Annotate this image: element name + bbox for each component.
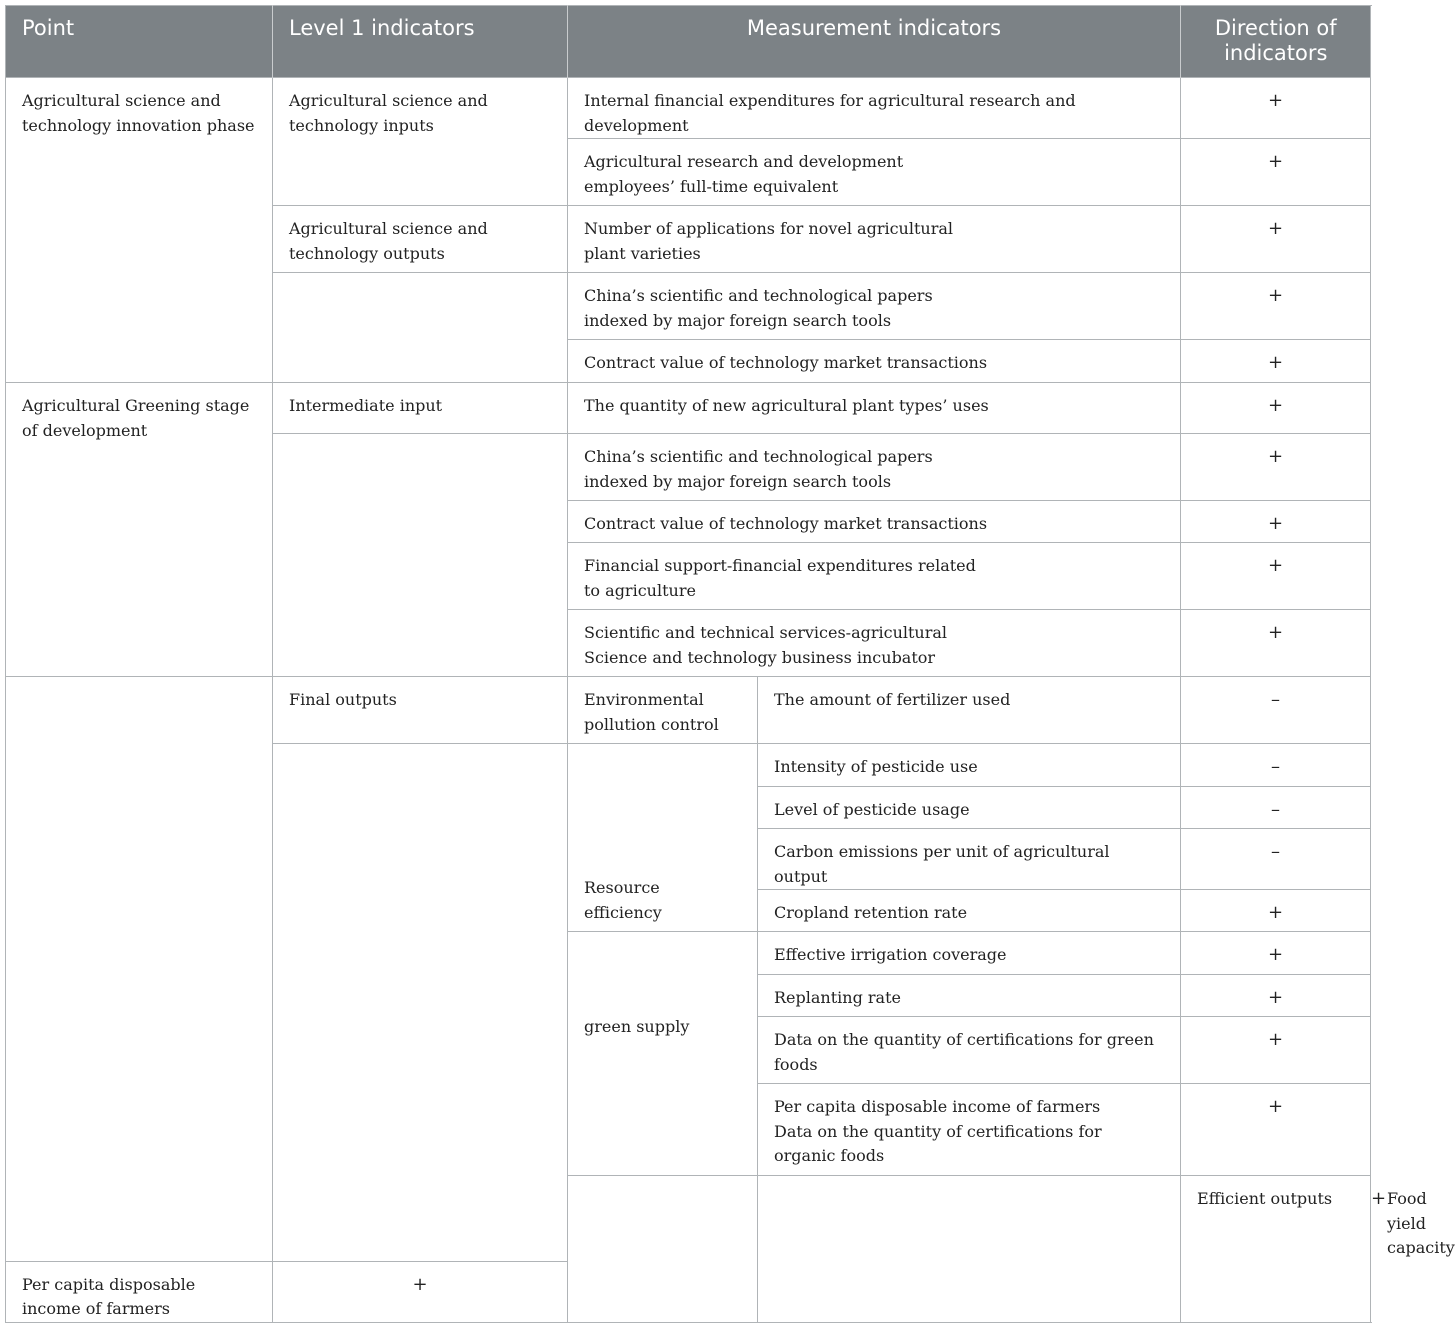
direction-cell: + [1181, 543, 1371, 610]
measure-text: Financial support-financial expenditures related to agriculture [584, 556, 976, 600]
table-row [6, 78, 1371, 139]
direction-cell: + [1181, 78, 1371, 139]
measure-cell: Per capita disposable income of farmers [6, 1261, 273, 1322]
direction-cell: + [1181, 206, 1371, 273]
measure-cell: Level of pesticide usage [758, 787, 1181, 829]
measure-cell: Carbon emissions per unit of agricultural output [758, 829, 1181, 890]
measure-cell: The amount of fertilizer used [758, 677, 1181, 744]
direction-cell: – [1181, 829, 1371, 890]
measure-cell [568, 543, 1181, 610]
level1-cell-empty [273, 434, 568, 677]
direction-cell: + [1181, 273, 1371, 340]
point-cell: Agricultural science and technology innovation phase [6, 78, 273, 383]
header-direction: Direction of indicators [1181, 6, 1371, 78]
point-cell: Agricultural Greening stage of development [6, 383, 273, 677]
measure-cell [758, 1084, 1181, 1176]
point-cell-empty [568, 1176, 758, 1323]
direction-cell: + [1181, 501, 1371, 543]
direction-cell: – [1181, 744, 1371, 787]
level1-cell: Agricultural science and technology outputs [273, 206, 568, 273]
indicator-table [5, 5, 1455, 1323]
measure-cell: Data on the quantity of certifications for green foods [758, 1017, 1181, 1084]
measure-cell [568, 139, 1181, 206]
direction-cell: + [1181, 1017, 1371, 1084]
measure-cell [568, 273, 1181, 340]
table-row: Efficient outputs Food yield capacity + [6, 1176, 1371, 1262]
direction-cell: – [1181, 787, 1371, 829]
header-point: Point [6, 6, 273, 78]
measure-text: China’s scientific and technological papers indexed by major foreign search tools [584, 286, 933, 330]
measure-text: China’s scientific and technological papers indexed by major foreign search tools [584, 447, 933, 491]
level1-cell-empty [273, 273, 568, 383]
level1-cell: Final outputs [273, 677, 568, 744]
measure-cell [568, 610, 1181, 677]
direction-cell: + [1181, 610, 1371, 677]
header-measurement: Measurement indicators [568, 6, 1181, 78]
header-row [6, 6, 1371, 78]
measure-cell: Contract value of technology market transactions [568, 501, 1181, 543]
direction-cell: + [1181, 340, 1371, 383]
subcategory-text: green supply [584, 1017, 690, 1037]
measure-text: Agricultural research and development employees’ full-time equivalent [584, 152, 904, 196]
measure-text: Number of applications for novel agricultural plant varieties [584, 219, 954, 263]
subcategory-cell [568, 932, 758, 1176]
measure-cell: Cropland retention rate [758, 890, 1181, 932]
direction-cell: + [1181, 890, 1371, 932]
measure-cell [568, 434, 1181, 501]
direction-cell: + [1181, 434, 1371, 501]
direction-cell: + [1181, 975, 1371, 1017]
measure-cell: Contract value of technology market transactions [568, 340, 1181, 383]
measure-cell: The quantity of new agricultural plant types’ uses [568, 383, 1181, 434]
subcategory-cell: Environmental pollution control [568, 677, 758, 744]
level1-cell-empty [273, 744, 568, 1262]
measure-cell: Replanting rate [758, 975, 1181, 1017]
level1-cell: Intermediate input [273, 383, 568, 434]
measure-cell: Intensity of pesticide use [758, 744, 1181, 787]
measure-text: Per capita disposable income of farmers Data on the quantity of certifications for organic foods [774, 1097, 1102, 1165]
table-row [6, 677, 1371, 744]
direction-cell: + [273, 1261, 568, 1322]
level1-cell: Agricultural science and technology inputs [273, 78, 568, 206]
table-wrapper [5, 5, 1455, 1323]
direction-cell: + [1181, 139, 1371, 206]
measure-cell: Effective irrigation coverage [758, 932, 1181, 975]
subcategory-cell: Efficient outputs [1181, 1176, 1371, 1323]
table-row [6, 383, 1371, 434]
direction-cell: + [1181, 932, 1371, 975]
measure-text: Scientific and technical services-agricultural Science and technology business incubator [584, 623, 948, 667]
subcategory-cell: Resource efficiency [568, 744, 758, 932]
direction-cell: – [1181, 677, 1371, 744]
point-cell-empty [6, 677, 273, 1262]
measure-cell: Internal financial expenditures for agricultural research and development [568, 78, 1181, 139]
level1-cell-empty [758, 1176, 1181, 1323]
direction-cell: + [1181, 383, 1371, 434]
direction-cell: + [1181, 1084, 1371, 1176]
measure-cell [568, 206, 1181, 273]
header-level1: Level 1 indicators [273, 6, 568, 78]
